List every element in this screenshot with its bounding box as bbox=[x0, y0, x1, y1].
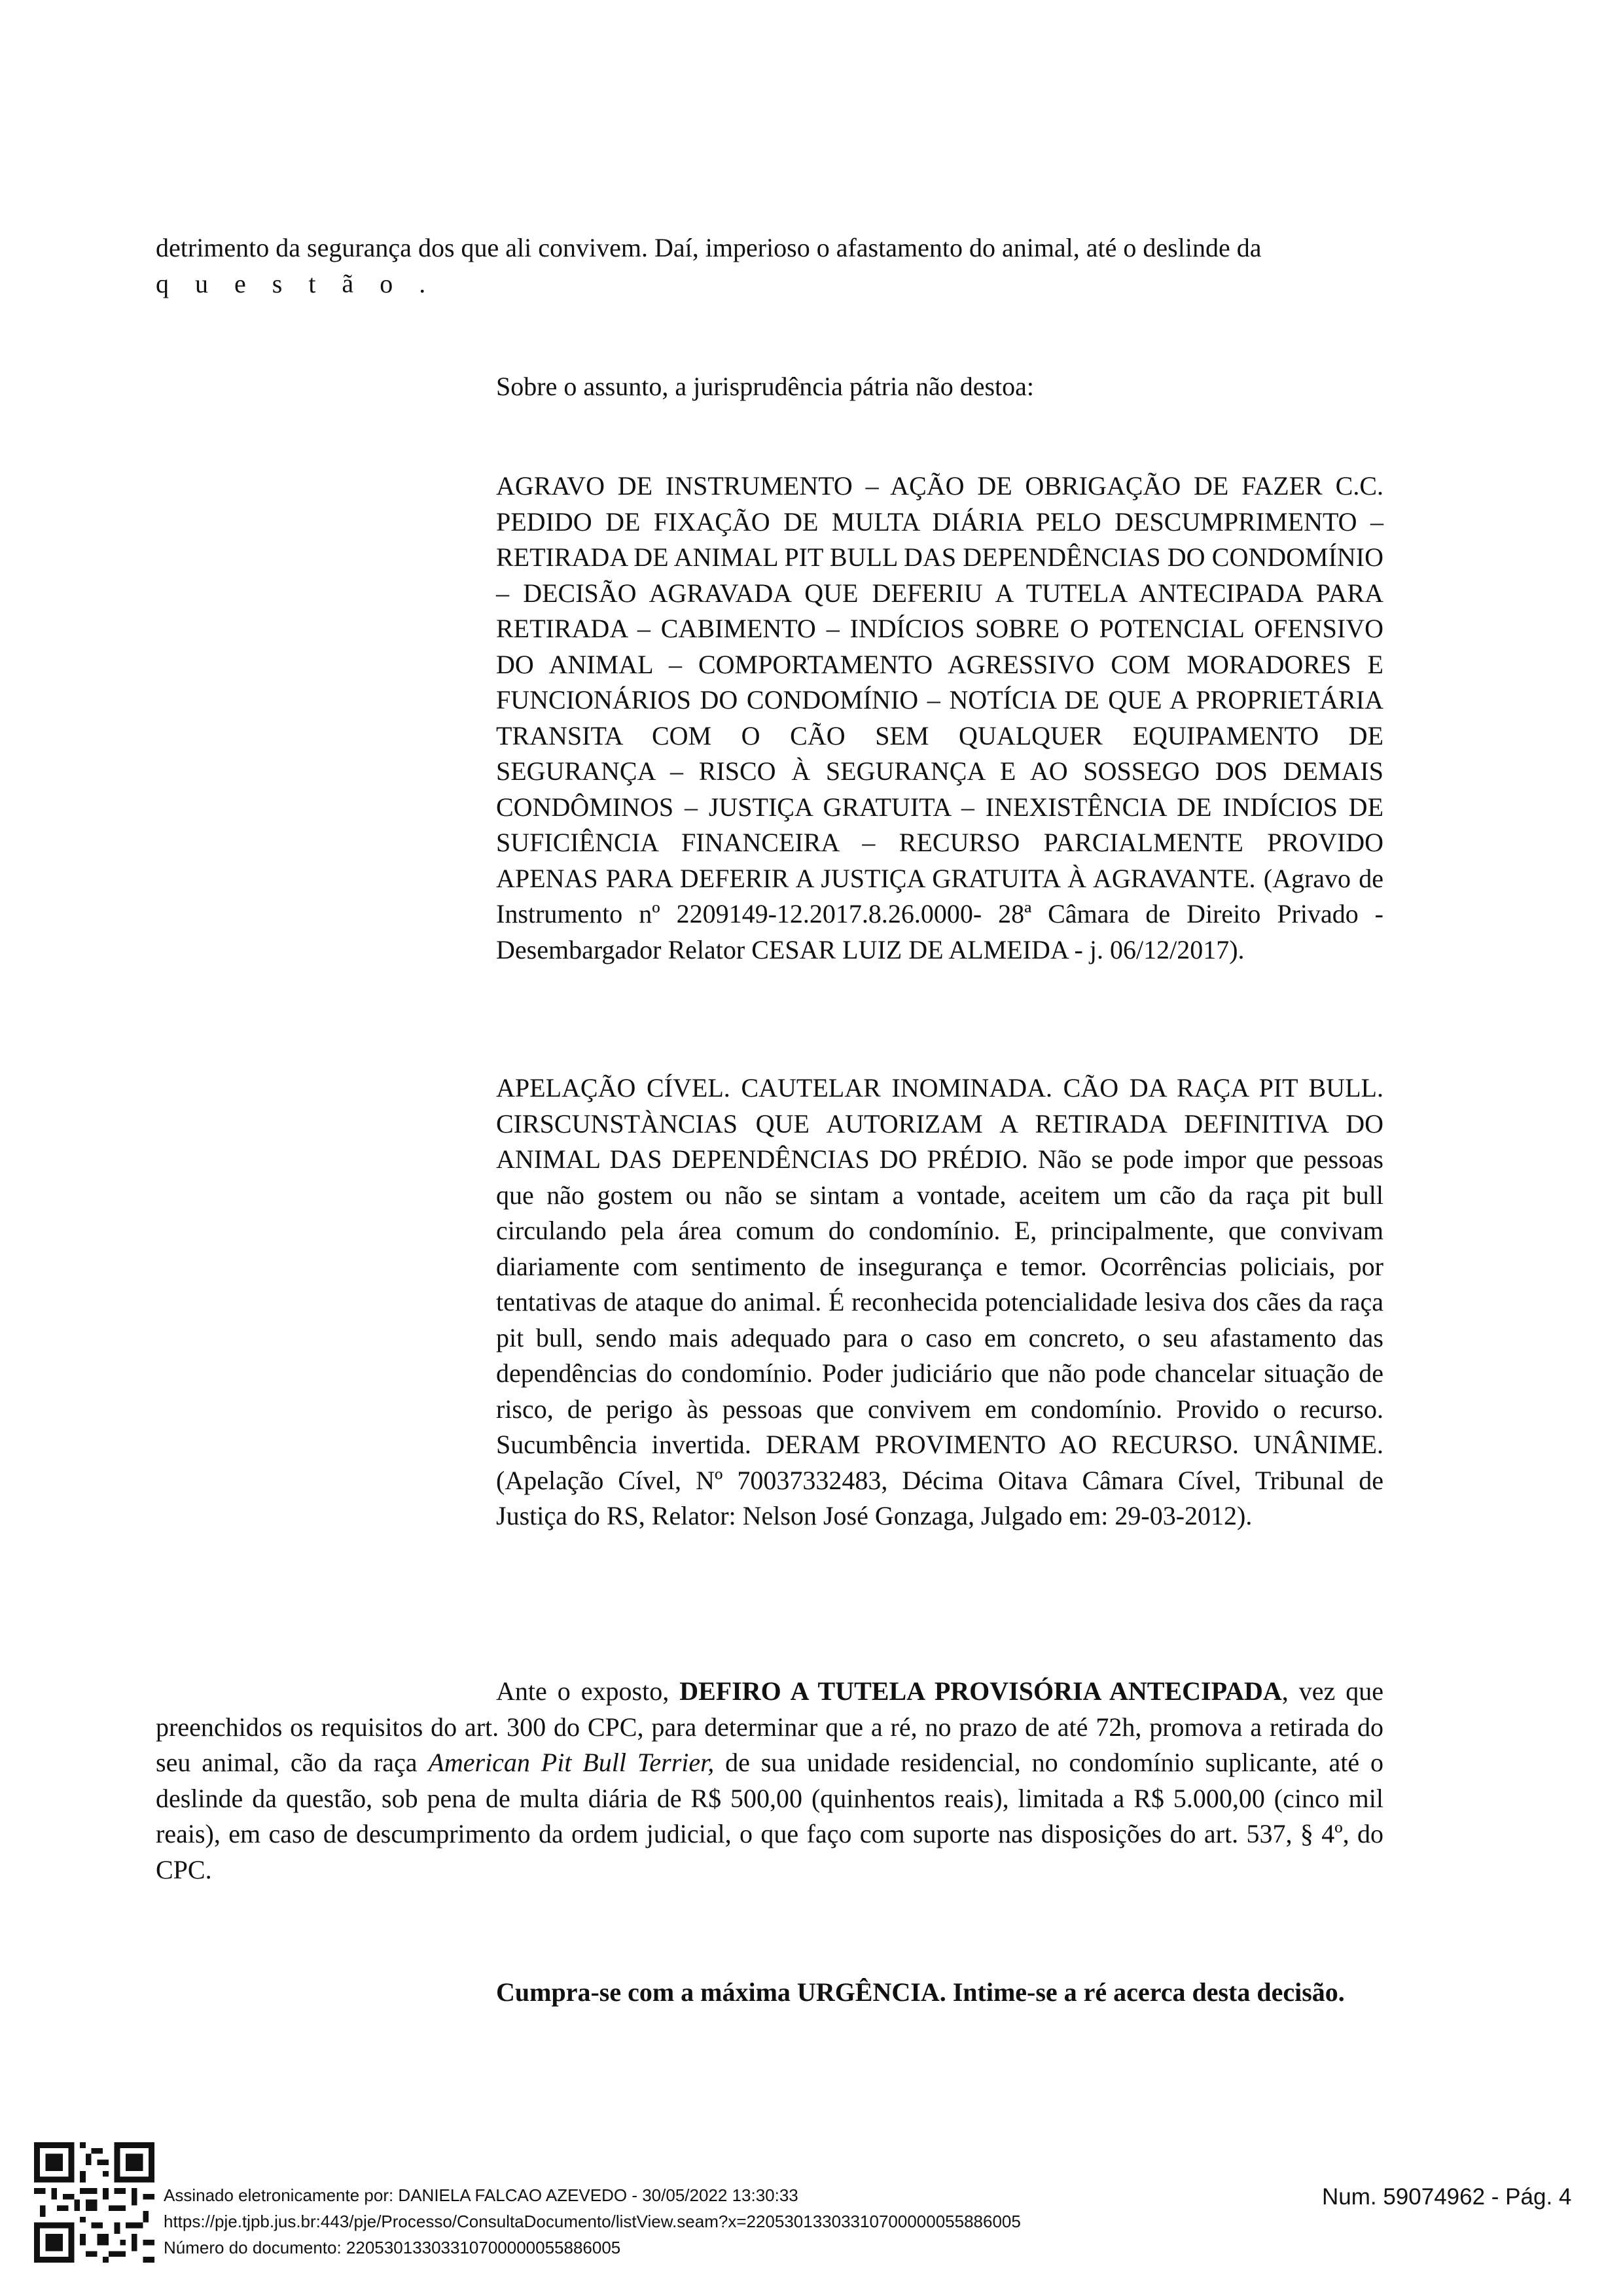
decision-text-mid: , vez que preenchidos os requisitos do art. 300 do CPC, para determinar que a ré, no prazo de até 72h, promova a retirada do seu animal, cão da raça bbox=[156, 1676, 1384, 1777]
decision-paragraph bbox=[156, 1674, 1383, 1888]
paragraph-continuation bbox=[156, 230, 1383, 302]
decision-text-start: Ante o exposto, bbox=[496, 1676, 680, 1706]
signature-line: Assinado eletronicamente por: DANIELA FALCAO AZEVEDO - 30/05/2022 13:30:33 bbox=[164, 2185, 798, 2205]
page-reference: Num. 59074962 - Pág. 4 bbox=[1322, 2184, 1572, 2210]
document-url[interactable]: https://pje.tjpb.jus.br:443/pje/Processo/ConsultaDocumento/listView.seam?x=22053013303310700000055886005 bbox=[164, 2212, 1021, 2231]
jurisprudence-quote-1: AGRAVO DE INSTRUMENTO – AÇÃO DE OBRIGAÇÃO DE FAZER C.C. PEDIDO DE FIXAÇÃO DE MULTA DIÁRIA PELO DESCUMPRIMENTO – RETIRADA DE ANIMAL PIT BULL DAS DEPENDÊNCIAS DO CONDOMÍNIO – DECISÃO AGRAVADA QUE DEFERIU A TUTELA ANTECIPADA PARA RETIRADA – CABIMENTO – INDÍCIOS SOBRE O POTENCIAL OFENSIVO DO ANIMAL – COMPORTAMENTO AGRESSIVO COM MORADORES E FUNCIONÁRIOS DO CONDOMÍNIO – NOTÍCIA DE QUE A PROPRIETÁRIA TRANSITA COM O CÃO SEM QUALQUER EQUIPAMENTO DE SEGURANÇA – RISCO À SEGURANÇA E AO SOSSEGO DOS DEMAIS CONDÔMINOS – JUSTIÇA GRATUITA – INEXISTÊNCIA DE INDÍCIOS DE SUFICIÊNCIA FINANCEIRA – RECURSO PARCIALMENTE PROVIDO APENAS PARA DEFERIR A JUSTIÇA GRATUITA À AGRAVANTE. (Agravo de Instrumento nº 2209149-12.2017.8.26.0000- 28ª Câmara de Direito Privado - Desembargador Relator CESAR LUIZ DE ALMEIDA - j. 06/12/2017). bbox=[496, 471, 1383, 964]
qr-code-icon bbox=[34, 2138, 154, 2267]
decision-bold-text: DEFIRO A TUTELA PROVISÓRIA ANTECIPADA bbox=[679, 1676, 1282, 1706]
paragraph-continuation-line1: detrimento da segurança dos que ali convivem. Daí, imperioso o afastamento do animal, até o deslinde da bbox=[156, 233, 1262, 262]
jurisprudence-intro: Sobre o assunto, a jurisprudência pátria não destoa: bbox=[496, 372, 1034, 401]
paragraph-continuation-line2: questão. bbox=[156, 268, 452, 298]
jurisprudence-quote-2: APELAÇÃO CÍVEL. CAUTELAR INOMINADA. CÃO DA RAÇA PIT BULL. CIRSCUNSTÀNCIAS QUE AUTORIZAM A RETIRADA DEFINITIVA DO ANIMAL DAS DEPENDÊNCIAS DO PRÉDIO. Não se pode impor que pessoas que não gostem ou não se sintam a vontade, aceitem um cão da raça pit bull circulando pela área comum do condomínio. E, principalmente, que convivam diariamente com sentimento de insegurança e temor. Ocorrências policiais, por tentativas de ataque do animal. É reconhecida potencialidade lesiva dos cães da raça pit bull, sendo mais adequado para o caso em concreto, o seu afastamento das dependências do condomínio. Poder judiciário que não pode chancelar situação de risco, de perigo às pessoas que convivem em condomínio. Provido o recurso. Sucumbência invertida. DERAM PROVIMENTO AO RECURSO. UNÂNIME. (Apelação Cível, Nº 70037332483, Décima Oitava Câmara Cível, Tribunal de Justiça do RS, Relator: Nelson José Gonzaga, Julgado em: 29-03-2012). bbox=[496, 1073, 1383, 1530]
closing-order: Cumpra-se com a máxima URGÊNCIA. Intime-se a ré acerca desta decisão. bbox=[496, 1977, 1345, 2007]
breed-name: American Pit Bull Terrier, bbox=[428, 1748, 715, 1777]
signature-block bbox=[164, 2182, 1021, 2261]
decision-text-end: de sua unidade residencial, no condomínio suplicante, até o deslinde da questão, sob pena de multa diária de R$ 500,00 (quinhentos reais), limitada a R$ 5.000,00 (cinco mil reais), em caso de descumprimento da ordem judicial, o que faço com suporte nas disposições do art. 537, § 4º, do CPC. bbox=[156, 1748, 1383, 1884]
document-number: Número do documento: 22053013303310700000055886005 bbox=[164, 2238, 621, 2257]
